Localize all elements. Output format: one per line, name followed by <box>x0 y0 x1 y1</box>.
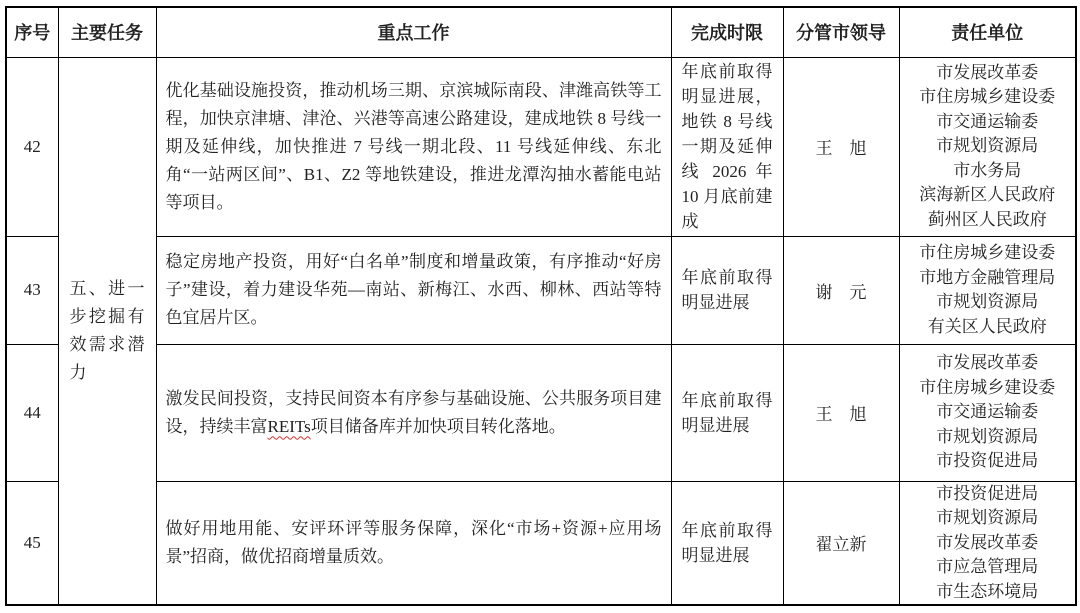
unit-line: 市水务局 <box>953 160 1022 180</box>
work-cell: 优化基础设施投资，推动机场三期、京滨城际南段、津潍高铁等工程，加快京津塘、津沧、兴港等高速公路建设，建成地铁 8 号线一期及延伸线，加快推进 7 号线一期北段、11 号线延伸线、东北角“一站两区间”、B1、Z2 等地铁建设，推进龙潭沟抽水蓄能电站等项目。 <box>156 57 671 236</box>
unit-line: 市地方金融管理局 <box>919 267 1056 287</box>
serial-cell: 44 <box>6 344 58 481</box>
deadline-cell: 年底前取得明显进展 <box>671 236 783 344</box>
header-serial-number: 序号 <box>6 7 58 57</box>
unit-line: 市规划资源局 <box>936 426 1039 446</box>
unit-line: 蓟州区人民政府 <box>927 209 1047 229</box>
unit-line: 市交通运输委 <box>936 111 1039 131</box>
unit-line: 市发展改革委 <box>936 532 1039 552</box>
unit-line: 市住房城乡建设委 <box>919 87 1056 107</box>
unit-line: 市规划资源局 <box>936 136 1039 156</box>
units-cell <box>899 481 1076 605</box>
header-row <box>6 7 1076 57</box>
unit-line: 市投资促进局 <box>936 483 1039 503</box>
header-key-work: 重点工作 <box>156 7 671 57</box>
header-main-task: 主要任务 <box>58 7 156 57</box>
serial-cell: 42 <box>6 57 58 236</box>
unit-line: 市规划资源局 <box>936 292 1039 311</box>
header-city-leader: 分管市领导 <box>783 7 899 57</box>
unit-line: 市规划资源局 <box>936 508 1039 527</box>
units-cell <box>899 57 1076 236</box>
leader-cell: 王 旭 <box>783 57 899 236</box>
table-row-42 <box>6 57 1076 236</box>
serial-cell: 43 <box>6 236 58 344</box>
unit-line: 有关区人民政府 <box>927 316 1047 336</box>
unit-line: 市投资促进局 <box>936 451 1039 471</box>
table-row-44 <box>6 344 1076 481</box>
serial-cell: 45 <box>6 481 58 605</box>
misspelled-word: REITs <box>267 416 311 436</box>
header-responsible-unit: 责任单位 <box>899 7 1076 57</box>
deadline-cell: 年底前取得明显进展，地铁 8 号线一期及延伸线 2026 年 10 月底前建成 <box>671 57 783 236</box>
deadline-cell: 年底前取得明显进展 <box>671 344 783 481</box>
unit-line: 市发展改革委 <box>936 353 1039 373</box>
unit-line: 市应急管理局 <box>936 557 1039 576</box>
units-cell <box>899 236 1076 344</box>
unit-line: 市生态环境局 <box>936 581 1039 601</box>
leader-cell: 王 旭 <box>783 344 899 481</box>
units-cell <box>899 344 1076 481</box>
work-cell: 激发民间投资，支持民间资本有序参与基础设施、公共服务项目建设，持续丰富REITs项目储备库并加快项目转化落地。 <box>156 344 671 481</box>
leader-cell: 翟立新 <box>783 481 899 605</box>
task-table <box>5 6 1077 606</box>
task-group-cell: 五、进一步挖掘有效需求潜力 <box>58 57 156 605</box>
deadline-cell: 年底前取得明显进展 <box>671 481 783 605</box>
unit-line: 市住房城乡建设委 <box>919 377 1056 397</box>
unit-line: 市住房城乡建设委 <box>919 243 1056 262</box>
work-cell: 做好用地用能、安评环评等服务保障，深化“市场+资源+应用场景”招商，做优招商增量质效。 <box>156 481 671 605</box>
header-deadline: 完成时限 <box>671 7 783 57</box>
leader-cell: 谢 元 <box>783 236 899 344</box>
work-cell: 稳定房地产投资，用好“白名单”制度和增量政策，有序推动“好房子”建设，着力建设华苑—南站、新梅江、水西、柳林、西站等特色宜居片区。 <box>156 236 671 344</box>
table-row-43 <box>6 236 1076 344</box>
unit-line: 市交通运输委 <box>936 402 1039 422</box>
unit-line: 市发展改革委 <box>936 62 1039 82</box>
unit-line: 滨海新区人民政府 <box>919 185 1056 205</box>
table-row-45 <box>6 481 1076 605</box>
